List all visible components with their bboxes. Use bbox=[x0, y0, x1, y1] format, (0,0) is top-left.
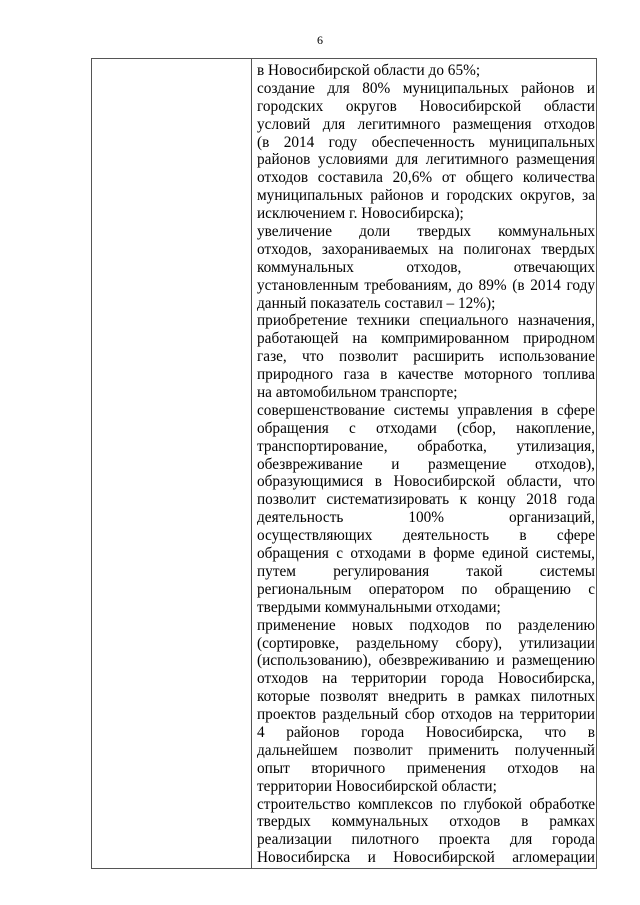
text-line: опыт вторичного применения отходов на bbox=[257, 759, 595, 777]
text-line: территории Новосибирской области; bbox=[257, 777, 497, 795]
text-line: работающей на компримированном природном bbox=[257, 330, 595, 348]
text-line: дальнейшем позволит применить полученный bbox=[257, 741, 595, 759]
text-line: отходов на территории города Новосибирска, bbox=[257, 670, 595, 688]
text-line: (в 2014 году обеспеченность муниципальных bbox=[257, 133, 595, 151]
text-line: осуществляющих деятельность в сфере bbox=[257, 527, 595, 545]
text-line: проектов раздельный сбор отходов на территории bbox=[257, 706, 595, 724]
text-line: отходов составила 20,6% от общего количества bbox=[257, 169, 595, 187]
text-line: строительство комплексов по глубокой обработке bbox=[257, 795, 595, 813]
text-line: приобретение техники специального назначения, bbox=[257, 312, 595, 330]
text-line: региональным оператором по обращению с bbox=[257, 580, 595, 598]
text-line: совершенствование системы управления в сфере bbox=[257, 401, 595, 419]
text-line: (использованию), обезвреживанию и размещению bbox=[257, 652, 595, 670]
text-line: реализации пилотного проекта для города bbox=[257, 831, 595, 849]
text-line: деятельность 100% организаций, bbox=[257, 509, 595, 527]
text-line: увеличение доли твердых коммунальных bbox=[257, 223, 595, 241]
text-line: исключением г. Новосибирска); bbox=[257, 205, 464, 223]
page-number: 6 bbox=[317, 33, 323, 47]
table-cell-right bbox=[257, 62, 595, 867]
document-table bbox=[91, 58, 597, 869]
text-line: создание для 80% муниципальных районов и bbox=[257, 79, 595, 97]
text-line: образующимися в Новосибирской области, что bbox=[257, 473, 595, 491]
text-line: позволит систематизировать к концу 2018 года bbox=[257, 491, 595, 509]
text-line: районов условиями для легитимного размещения bbox=[257, 151, 595, 169]
text-line: которые позволят внедрить в рамках пилотных bbox=[257, 688, 595, 706]
text-line: условий для легитимного размещения отходов bbox=[257, 115, 595, 133]
table-cell-left bbox=[92, 59, 252, 868]
text-line: Новосибирска и Новосибирской агломерации bbox=[257, 849, 595, 867]
text-line: путем регулирования такой системы bbox=[257, 562, 595, 580]
text-line: обезвреживание и размещение отходов), bbox=[257, 455, 595, 473]
text-line: газе, что позволит расширить использование bbox=[257, 348, 595, 366]
text-line: городских округов Новосибирской области bbox=[257, 97, 595, 115]
text-line: обращения с отходами в форме единой системы, bbox=[257, 545, 595, 563]
text-line: применение новых подходов по разделению bbox=[257, 616, 595, 634]
text-line: отходов, захораниваемых на полигонах твердых bbox=[257, 240, 595, 258]
text-line: коммунальных отходов, отвечающих bbox=[257, 258, 595, 276]
text-line: (сортировке, раздельному сбору), утилизации bbox=[257, 634, 595, 652]
text-line: на автомобильном транспорте; bbox=[257, 384, 458, 402]
text-line: природного газа в качестве моторного топлива bbox=[257, 366, 595, 384]
text-line: муниципальных районов и городских округов, за bbox=[257, 187, 595, 205]
text-line: обращения с отходами (сбор, накопление, bbox=[257, 419, 595, 437]
text-line: транспортирование, обработка, утилизация, bbox=[257, 437, 595, 455]
text-line: твердых коммунальных отходов в рамках bbox=[257, 813, 595, 831]
text-line: установленным требованиям, до 89% (в 2014 году bbox=[257, 276, 595, 294]
text-line: твердыми коммунальными отходами; bbox=[257, 598, 501, 616]
text-line: в Новосибирской области до 65%; bbox=[257, 62, 481, 79]
text-line: 4 районов города Новосибирска, что в bbox=[257, 723, 595, 741]
text-line: данный показатель составил – 12%); bbox=[257, 294, 496, 312]
